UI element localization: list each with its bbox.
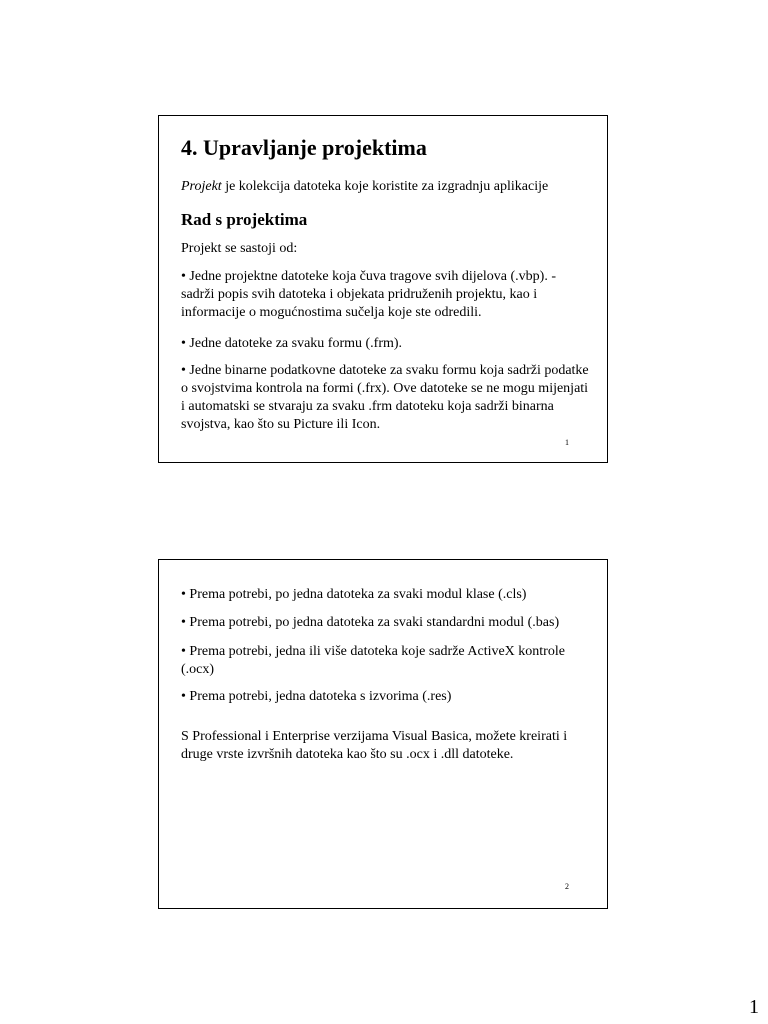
slide-1-bullet-1: • Jedne projektne datoteke koja čuva tragove svih dijelova (.vbp). - sadrži popis svih datoteka i objekata pridruženih projektu, kao i informacije o mogućnostima sučelja koje ste odredili. bbox=[181, 269, 556, 320]
slide-2-bullet-1: • Prema potrebi, po jedna datoteka za svaki modul klase (.cls) bbox=[181, 587, 527, 602]
slide-2-paragraph: S Professional i Enterprise verzijama Visual Basica, možete kreirati i druge vrste izvršnih datoteka kao što su .ocx i .dll datoteke. bbox=[181, 729, 568, 762]
page-number: 1 bbox=[749, 996, 759, 1018]
slide-1-number: 1 bbox=[565, 438, 569, 447]
slide-1-paragraph: Projekt se sastoji od: bbox=[181, 241, 298, 256]
slide-1-subheading: Rad s projektima bbox=[181, 210, 308, 229]
slide-2 bbox=[158, 559, 608, 909]
slide-2-bullet-3: • Prema potrebi, jedna ili više datoteka koje sadrže ActiveX kontrole (.ocx) bbox=[181, 644, 565, 677]
slide-1-intro bbox=[181, 179, 548, 195]
intro-text: je kolekcija datoteka koje koristite za izgradnju aplikacije bbox=[221, 179, 549, 194]
slide-2-bullet-2: • Prema potrebi, po jedna datoteka za svaki standardni modul (.bas) bbox=[181, 615, 560, 630]
slide-1 bbox=[158, 115, 608, 463]
slide-1-bullet-3: • Jedne binarne podatkovne datoteke za svaku formu koja sadrži podatke o svojstvima kontrola na formi (.frx). Ove datoteke se ne mogu mijenjati i automatski se stvaraju za svaku .frm datoteku koja sadrži binarna svojstva, kao što su Picture ili Icon. bbox=[181, 363, 589, 432]
intro-term: Projekt bbox=[181, 179, 222, 194]
slide-1-bullet-2: • Jedne datoteke za svaku formu (.frm). bbox=[181, 336, 403, 351]
slide-1-title: 4. Upravljanje projektima bbox=[181, 135, 427, 160]
slide-2-number: 2 bbox=[565, 882, 569, 891]
slide-2-bullet-4: • Prema potrebi, jedna datoteka s izvorima (.res) bbox=[181, 689, 452, 704]
